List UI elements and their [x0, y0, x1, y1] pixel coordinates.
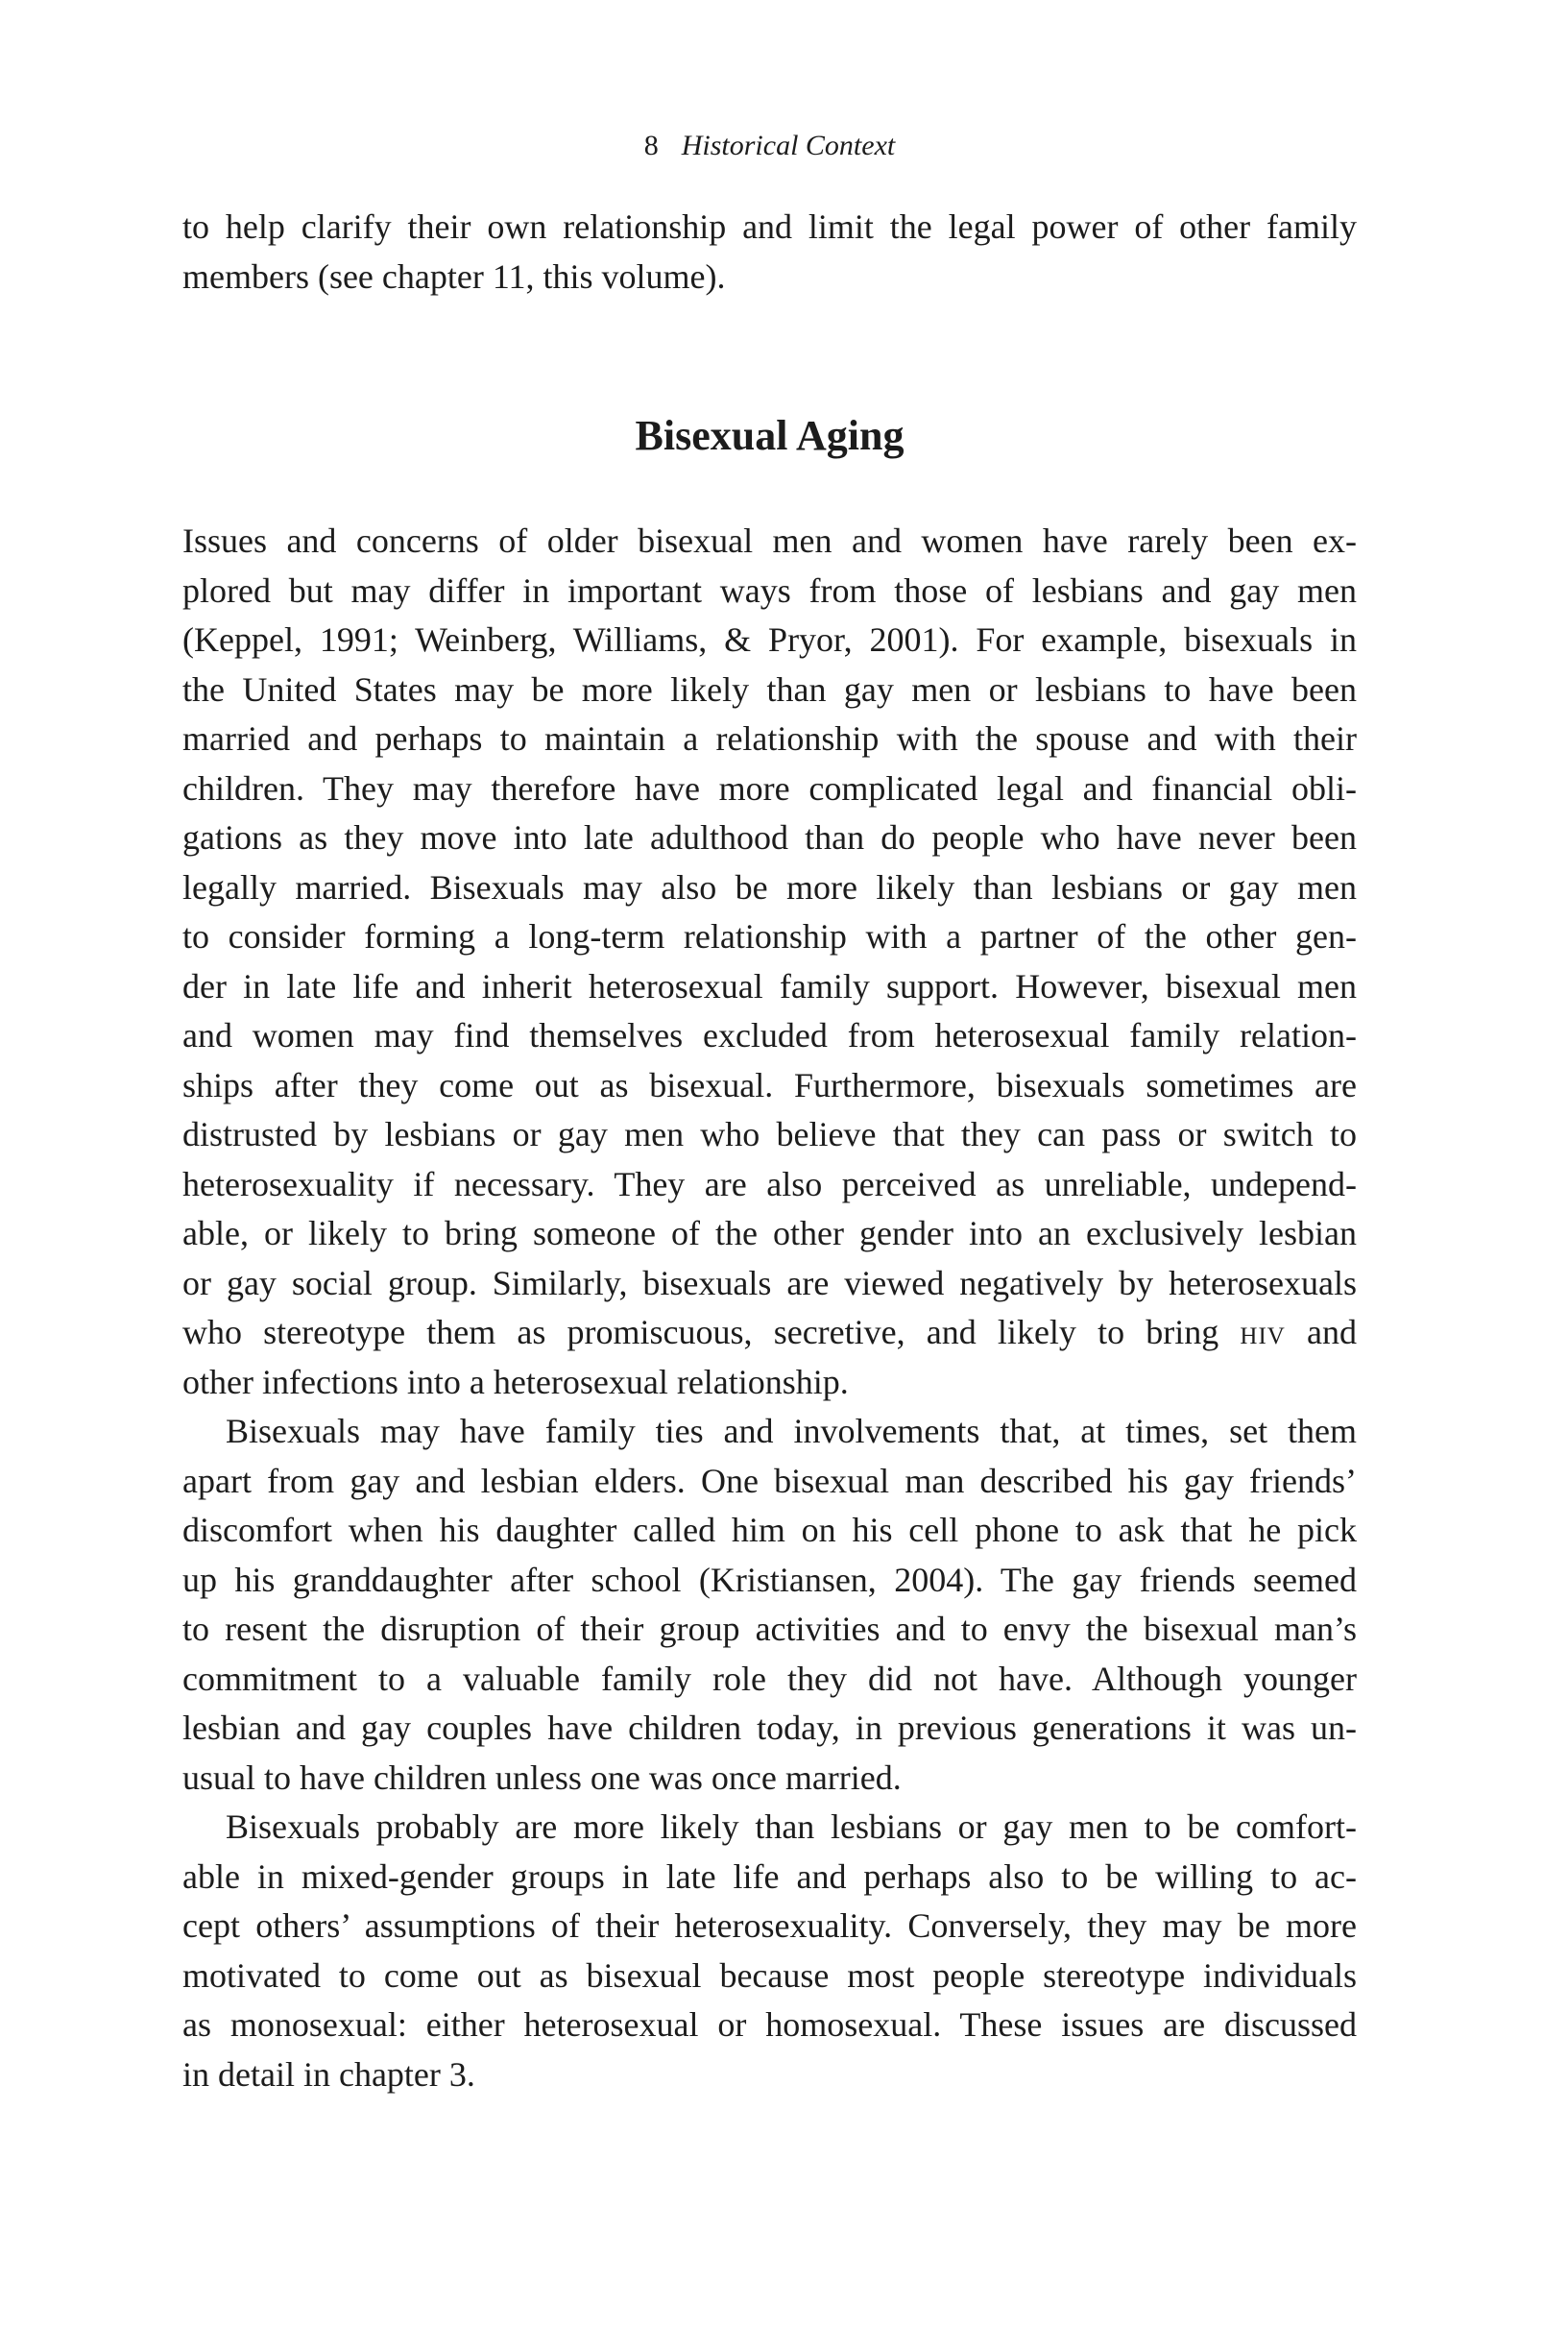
- text-line: able, or likely to bring someone of the other gender into an exclusively lesbian: [182, 1214, 1357, 1252]
- text-line: der in late life and inherit heterosexual family support. However, bisexual men: [182, 966, 1357, 1006]
- text-line: children. They may therefore have more complicated legal and financial obli-: [182, 768, 1357, 808]
- text-line: distrusted by lesbians or gay men who believe that they can pass or switch to: [182, 1115, 1357, 1153]
- text-line: to resent the disruption of their group activities and to envy the bisexual man’s: [182, 1610, 1357, 1648]
- text-line: motivated to come out as bisexual because most people stereotype individuals: [182, 1955, 1357, 1995]
- text-line: other infections into a heterosexual relationship.: [182, 1362, 849, 1401]
- text-line: ships after they come out as bisexual. Furthermore, bisexuals sometimes are: [182, 1065, 1357, 1104]
- text-line: in detail in chapter 3.: [182, 2054, 475, 2094]
- text-line: able in mixed-gender groups in late life and perhaps also to be willing to ac-: [182, 1856, 1357, 1896]
- text-line: to consider forming a long-term relationship with a partner of the other gen-: [182, 917, 1357, 956]
- text-line: to help clarify their own relationship and limit the legal power of other family: [182, 207, 1357, 246]
- paragraph: [182, 1407, 1357, 1803]
- text-line: lesbian and gay couples have children today, in previous generations it was un-: [182, 1709, 1357, 1747]
- text-line: heterosexuality if necessary. They are also perceived as unreliable, undepend-: [182, 1164, 1357, 1203]
- text-line: Bisexuals may have family ties and involvements that, at times, set them: [226, 1412, 1357, 1450]
- text-line: commitment to a valuable family role they did not have. Although younger: [182, 1659, 1357, 1698]
- small-caps-acronym: hiv: [1240, 1313, 1286, 1351]
- text-line: discomfort when his daughter called him on his cell phone to ask that he pick: [182, 1511, 1357, 1549]
- paragraph: [182, 517, 1357, 1407]
- page-number: 8: [643, 130, 659, 161]
- text-line: legally married. Bisexuals may also be more likely than lesbians or gay men: [182, 867, 1357, 907]
- text-line: usual to have children unless one was once married.: [182, 1758, 902, 1797]
- text-line: the United States may be more likely than gay men or lesbians to have been: [182, 669, 1357, 709]
- paragraph: [182, 1803, 1357, 2099]
- text-line: cept others’ assumptions of their heterosexuality. Conversely, they may be more: [182, 1906, 1357, 1945]
- text-line: apart from gay and lesbian elders. One bisexual man described his gay friends’: [182, 1461, 1357, 1500]
- section-heading: Bisexual Aging: [635, 412, 905, 459]
- text-line: Bisexuals probably are more likely than lesbians or gay men to be comfort-: [226, 1807, 1357, 1846]
- text-line: members (see chapter 11, this volume).: [182, 256, 726, 296]
- text-line: Issues and concerns of older bisexual men and women have rarely been ex-: [182, 521, 1357, 560]
- text-line: plored but may differ in important ways from those of lesbians and gay men: [182, 570, 1357, 610]
- text-line: as monosexual: either heterosexual or homosexual. These issues are discussed: [182, 2005, 1357, 2044]
- intro-paragraph: [182, 203, 1357, 302]
- text-line: or gay social group. Similarly, bisexuals are viewed negatively by heterosexuals: [182, 1263, 1357, 1302]
- text-line: (Keppel, 1991; Weinberg, Williams, & Pryor, 2001). For example, bisexuals in: [182, 620, 1357, 659]
- running-head: [182, 127, 1357, 165]
- running-head-title: Historical Context: [681, 130, 896, 161]
- text-line: and women may find themselves excluded from heterosexual family relation-: [182, 1016, 1357, 1055]
- text-line: who stereotype them as promiscuous, secretive, and likely to bring hiv and: [182, 1313, 1357, 1351]
- text-line: married and perhaps to maintain a relationship with the spouse and with their: [182, 719, 1357, 758]
- section-body: [182, 517, 1357, 2099]
- text-line: gations as they move into late adulthood than do people who have never been: [182, 818, 1357, 857]
- text-line: up his granddaughter after school (Kristiansen, 2004). The gay friends seemed: [182, 1560, 1357, 1599]
- paragraph: [182, 203, 1357, 302]
